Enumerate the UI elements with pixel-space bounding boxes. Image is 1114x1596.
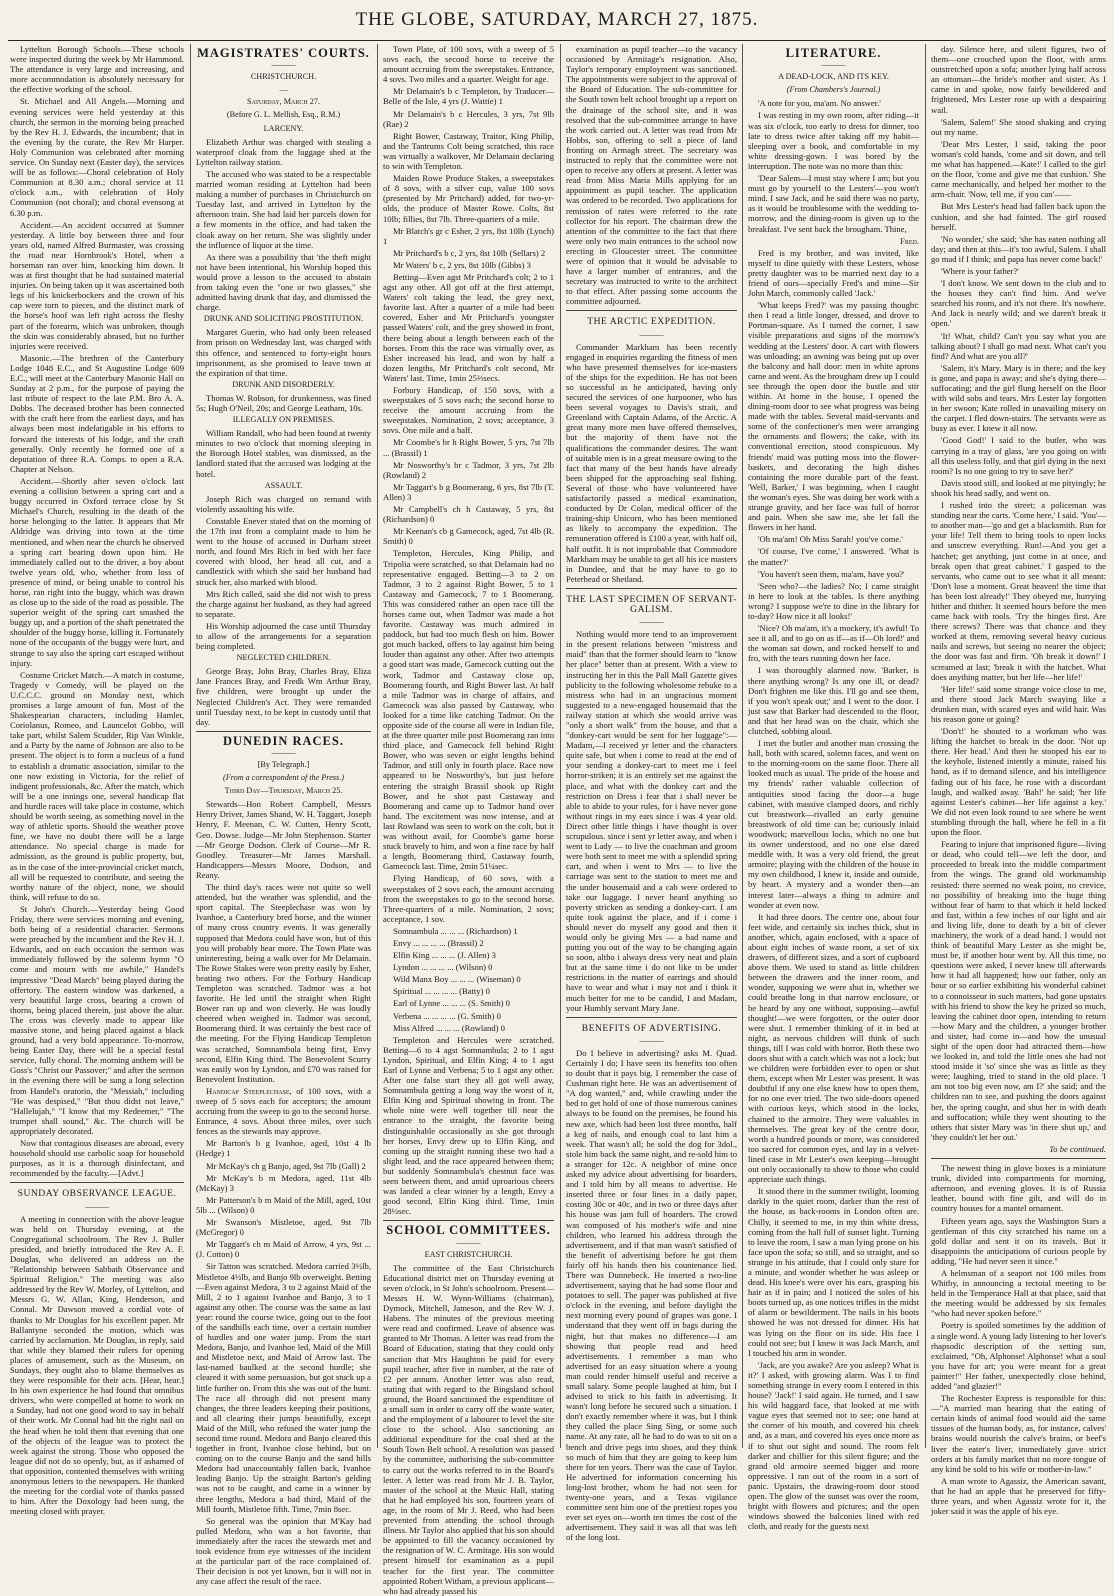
paragraph: 'No wonder,' she said; 'she has eaten nothing all day; and then at this—it's too awful, Salem. I shall go mad if I think; and papa has never come back!': [931, 233, 1106, 264]
case-label: ILLEGALLY ON PREMISES.: [232, 415, 335, 425]
paragraph: The accused who was stated to be a respectable married woman residing at Lyttelton had been making a number of purchases in Christchurch on Tuesday last, and arrived in Lyttelton by the afternoon train. She had laid her parcels down for a few moments in the office, and had taken the cloak away on her return. She was slightly under the influence of liquor at the time.: [196, 168, 371, 250]
paragraph: 'Salem, Salem!' She stood shaking and crying out my name.: [931, 116, 1106, 137]
column-divider: [742, 44, 743, 1448]
case-label: NEGLECTED CHILDREN.: [236, 653, 331, 663]
paragraph: Elizabeth Arthur was charged with stealing a waterproof cloak from the luggage shed at the Lyttelton railway station.: [196, 136, 371, 167]
case-label: LARCENY.: [263, 123, 304, 133]
paragraph: 'Seen who?—the ladies? No; I came straight in here to look at the tables. Is there anything wrong? I suppose we're to dine in the library for to-day? How nice it all looks!': [748, 580, 919, 621]
section-rule: [566, 310, 737, 311]
paragraph: 'Dear Mrs Lester, I said, taking the poor woman's cold hands, 'come and sit down, and tell me what has happened.—Kate!' I called to the girl on the floor, 'come and give me that cushion.' She came mechanically, and helped her mother to the arm-chair. 'Now, tell me, if you can'——: [931, 138, 1106, 200]
paragraph: 'Dear Salem—I must stay where I am; but you must go by yourself to the Lesters'—you won't mind. I saw Jack, and he said there was no party, as it would be troublesome with the wedding to-morrow, and the dining-room is given up to the breakfast. I've sent back the brougham. Thine,: [748, 173, 919, 234]
race-result: Mr Keenan's cb g Gamecock, aged, 7st 4lb (R. Smith) 0: [383, 526, 554, 547]
paragraph: The third day's races were not quite so well attended, but the weather was splendid, and the sport capital. The Steeplechase was won by Ivanhoe, a Canterbury bred horse, and the winner of many cross country events. It was generally supposed that Medora could have won, but of this you will probably hear more. The Town Plate was uninteresting, being a walk over for Mr Delamain. The Rowe Stakes were won pretty easily by Esher, beating two others. For the Forbury Handicap Templeton was scratched. Tadmor was a hot favorite. He led until the straight when Right Bower ran up and won cleverly. He was loudly cheered when weighed in. Tadmor was second, Boomerang third. It was certainly the best race of the meeting. For the Flying Handicap Templeton was scratched, Somnambula being first, Envy second, Elfin King third. The Benevolent Scurry was easily won by Lyndon, and £70 was raised for Benevolent Institution.: [196, 882, 371, 1084]
race-conditions: of 100 sovs, with a sweep of 5 sovs each for acceptors; the amount accruing from the sweep to go to the second horse. Entrance, 4 sovs. About three miles, over such fences as the stewards may approve.: [196, 1085, 371, 1137]
paragraph: 'Jack, are you awake? Are you asleep? What is it?' I asked, with growing alarm. Was I to find something strange in every room I entered in this house? 'Jack!' I said again. He turned, and I saw his wild haggard face, that looked at me with vague eyes that seemed not to see; one hand at the corner of his mouth, and covered his cheek and, as a man, and covered his eyes once more as if to shut out sight and sound. The room felt darker and chillier for this silent figure; and the grand old armoire seemed bigger and more oppressive. I ran out of the room in a sort of panic. Upstairs, the drawing-room door stood open. The glow of the sunset was over the room, bright with flowers and pictures; and the open windows showed the balconies lined with red cloth, and ready for the guests next: [748, 1359, 919, 1532]
section-rule: [566, 588, 737, 589]
paragraph: Sir Tatton was scratched. Medora carried 3½lb, Mistletoe 4½lb, and Banjo 9lb overweight. Betting—Even against Medora, 3 to 2 against Maid of the Mill, 2 to 1 against Ivanhoe and Banjo, 3 to 1 against any other. The course was the same as last year: round the course twice, going out to the foot of the sandhills each time, over a certain number of hurdles and one water jump. From the start Medora, Banjo, and Ivanhoe led, Maid of the Mill and Mistletoe next, and Maid of Arrow last. The last-named baulked at the second hurdle; she cleared it with some persuasion, but got stuck up a little further on. From this she was out of the hunt. The race all through did not present many changes, the three leaders keeping their positions, and all clearing their jumps beautifully, except Maid of the Mill, who refused the water jump the second time round. Medora and Banjo cleared this together in front, Ivanhoe close behind, but on coming on to the course Banjo and the sand hills Medora had unaccountably fallen back, Ivanhoe leading Banjo. Up the straight Barton's gelding was not to be caught, and came in a winner by three lengths, Medora a bad third, Maid of the Mill fourth, Mistletoe fifth. Time, 7min 8sec.: [196, 1261, 371, 1514]
race-result: Mr Delamain's b c Templeton, by Traducer—Belle of the Isle, 4 yrs (J. Wattie) 1: [383, 86, 554, 107]
heading-dash: —: [279, 85, 288, 95]
race-result: Mr Nosworthy's br c Tadmor, 3 yrs, 7st 2lb (Rowland) 2: [383, 459, 554, 480]
section-rule: [566, 1017, 737, 1018]
section-heading: DUNEDIN RACES.: [223, 733, 344, 748]
paragraph: A meeting in connection with the above league was held on Thursday evening, at the Congregational schoolroom. The Rev J. Buller presided, and briefly introduced the Rev A. F. Douglas, who delivered an address on the "Relationship between Sabbath Observance and Spiritual Religion." The meeting was also addressed by the Rev W. Morley, of Lyttelton, and Messrs G. W. Allan, King, Henderson, and Connal. Mr Dawson moved a cordial vote of thanks to Mr Douglas for his excellent paper. Mr Ballantyne seconded the motion, which was carried by acclamation. Mr Douglas, in reply, said that while they blamed their rulers for opening places of amusement, such as the Museum, on Sundays, they ought also to blame themselves as they were responsible for their acts. [Hear, hear.] In his own experience he had found that omnibus drivers, who were compelled at home to work on a Sunday, had not one good word to say in behalf of their work. Mr Connal had hit the right nail on the head when he told them that evening that one of the objects of the league was to protect the week against the strong. Those who opposed the league did not do so openly, but, as if ashamed of that opposition, contented themselves with writing anonymous letters to the newspapers. He thanked the meeting for the cordial vote of thanks passed to him. After the Doxology had been sung, the meeting closed with prayer.: [10, 1213, 184, 1517]
section-rule: [196, 731, 371, 732]
continued-note: To be continued.: [1049, 1143, 1106, 1154]
paragraph: examination as pupil teacher—to the vacancy occasioned by Armitage's resignation. Also, Taylor's temporary employment was sanctioned. The appointments were subject to the approval of the Board of Education. The sub-committee for the South town belt school brought up a report on the drainage of the school site, and it was resolved that the sub-committee arrange to have the work carried out. A letter was read from Mr Hobbs, son, offering to sell a piece of land fronting on Armagh street. The secretary was instructed to reply that the committee were not open to receive any offers at present. A letter was read from Miss Maria Mills applying for an appointment as pupil teacher. The application was ordered to be recorded. Two applications for remission of rates were referred to the rate collector for his report. The chairman drew the attention of the committee to the fact that there were only two main entrances to the school now erecting in Gloucester street. The committee were of opinion that it would be advisable to have a larger number of entrances, and the secretary was instructed to write to the architect to that effect. After passing some accounts the committee adjourned.: [566, 44, 737, 307]
paragraph: The committee of the East Christchurch Educational district met on Thursday evening at seven o'clock, in St John's schoolroom. Present—Messrs H. W. Wynn-Williams (chairman), Dymock, Mitchell, Jameson, and the Rev W. J. Habens. The minutes of the previous meeting were read and confirmed. Leave of absence was granted to Mr Thomas. A letter was read from the Board of Education, stating that they could only sanction that Mrs Haughton be paid for every pupil teacher, after five in number, at the rate of £2 per annum. Another letter was also read, stating that with regard to the Bingsland school ground, the Board sanctioned the expenditure of a small sum in order to carry off the waste water, and the employment of a labourer to level the site close to the school. Also sanctioning an additional expenditure for the coal shed at the South Town Belt school. A resolution was passed by the committee, authorising the sub-committee to carry out the works referred to in the Board's letter. A letter was read from Mr J. B. Taylor, master of the school at the Music Hall, stating that he had employed his son, fourteen years of age, in the room of Mr J. Reed, who had been prevented from attending the school through illness. Mr Taylor also applied that his son should be appointed to fill the vacancy occasioned by the resignation of W. C. Armitage. His son would present himself for examination as a pupil teacher for the first year. The committee appointed Robert Witham, a previous applicant—who had already passed his: [383, 1262, 554, 1596]
race-result: Spiritual ... ... ... ... (Batty) 0: [393, 986, 490, 997]
race-result: Mr Barton's b g Ivanhoe, aged, 10st 4 lb (Hedge) 1: [196, 1138, 371, 1159]
letter-signature: Fred.: [900, 235, 919, 246]
column-divider: [560, 44, 561, 1448]
race-result: Mr Taggart's ch m Maid of Arrow, 4 yrs, 9st ... (J. Cotton) 0: [196, 1239, 371, 1260]
race-result: Lyndon ... ... ... ... (Wilson) 0: [393, 962, 493, 973]
race-result: Verbena ... ... ... ... (G. Smith) 0: [393, 1010, 501, 1021]
paragraph: 'Salem, it's Mary. Mary is in there; and the key is gone, and papa is away; and she's dying there—suffocating; and the girl flung herself on the floor with wild sobs and tears. Mrs Lester lay forgotten in her swoon; Kate rolled in unavailing misery on the carpet. I fled down-stairs. The servants were as busy as ever. I knew it all now.: [931, 362, 1106, 434]
column-5: [748, 44, 920, 1532]
paragraph: 'A note for you, ma'am. No answer.': [758, 98, 881, 109]
paragraph: Templeton, Hercules, King Philip, and Tripolia were scratched, so that Delamain had no representative engaged. Betting—3 to 2 on Tadmor, 3 to 2 against Right Bower, 5 to 1 Castaway and Gamecock, 7 to 1 Boomerang. This was considered rather an open race till the horses came out, when Tadmor was made a hot favorite. Castaway was much admired in paddock, but had too much flesh on him. Bower got much backed, offers to lay against him being louder than against any other. After two attempts a good start was made, Gamecock cutting out the work, Tadmor and Castaway close up, Boomerang fourth, and Right Bower last. At half a mile Tadmor was in charge of affairs, and Gamecock was also passed by Castaway, who looked for a time like catching Tadmor. On the opposite side of the course all were in Indian file, at the three quarter mile post Boomerang ran into third place, and Gamecock fell behind Right Bower, who was seven or eight lengths behind Tadmor, and still only in fourth place. Race now appeared to be Nosworthy's, but just before entering the straight Brassil shook up Right Bower, and he shot past Castaway and Boomerang and came up to Tadmor hand over hand. The excitement was now intense, and at last Rowland was seen to work on the colt, but it was without avail, for Coombe's game horse stuck bravely to him, and won a fine race by half a length, Boomerang third, Castaway fourth, Gamecock last. Time, 2min 51¼sec.: [383, 548, 554, 872]
heading-dash: ———: [639, 1035, 664, 1045]
paragraph: I rushed into the street; a policeman was standing near the carts. 'Come here,' I said. 'You'—to another man—'go and get a blacksmith. Run for your life! Tell them to bring tools to open locks and unscrew everything. Run!—And you get a hatchet; get anything, just come in at once, and break open that great cabinet.' I gasped to the servants, who came out to see what it all meant: 'Don't lose a moment. Great heaven! the time that has been lost already!' They obeyed me, hurrying hither and thither. It seemed hours before the men came back with tools. 'Try the hinges first. Are there screws? There was that chance and they worked at them, removing several heavy curious nails and screws, but seeing no nearer the object; the door was fast and firm. 'Oh break it down!' I screamed at last; 'break it with the hatchet. What does anything matter, but her life—her life!': [931, 500, 1107, 682]
paragraph: It had three doors. The centre one, about four feet wide, and certainly six inches thick, shut in another, which, again enclosed, with a space of about eight inches of waste room, a set of six drawers, of different sizes, and a sort of cupboard above them. We used to stand as little children between the drawers and the inner room, and wonder, supposing we were shut in, whether we could breathe long in that narrow enclosure, or be heard by any one without, supposing—awful thought!—we were forgotten, or the outer door were shut. I remember thinking of it in bed at night, as nervous children will think of such things, till I was cold with horror. Both these two doors shut with a catch which was not a lock; but we children were forbidden ever to open or shut them, except when Mr Lester was present. It was doubtful if any one else knew how to open them, for no one ever tried. The two side-doors opened with curious keys, which stood in the locks, chained to the armoire. They were valuables in themselves. The great key of the centre door, worth a hundred pounds or more, was considered too sacred for common eyes, and lay in a velvet-lined case in Mr Lester's own keeping—brought out only occasionally to show to those who could appreciate such things.: [748, 911, 919, 1185]
race-name: Handicap Steeplechase,: [206, 1085, 292, 1096]
paragraph: I met the butler and another man crossing the hall, both with scared, solemn faces, and went on to the morning-room on the same floor. There all looked much as usual. The pride of the house and my friends' rather valuable collection of antiquities stood facing the door—a huge cabinet, with massive clamped doors, and richly cut breastwork—rivalled an early genuine breastwork of old time can be; curiously inlaid woodwork; marvellous locks, which no one but its owner understood, and no one else dared meddle with. It was a very old friend, the great armoire; playing with the children of the house in my own childhood, I knew it, inside and outside, by heart. A mystery and a wonder then—an interest later—always a thing to admire and wonder at even now.: [748, 738, 919, 910]
race-result: Mr Delamain's b c Hercules, 3 yrs, 7st 9lb (Rae) 2: [383, 108, 554, 129]
case-label: DRUNK AND SOLICITING PROSTITUTION.: [203, 314, 364, 324]
section-subheading: CHRISTCHURCH.: [250, 72, 317, 82]
paragraph: Accident.—An accident occurred at Sumner yesterday. A little boy between three and four years old, named Alfred Burmaster, was crossing the road near Hornbrook's Hotel, when a horseman ran over him, knocking him down. It was at first thought that he had sustained material injuries. On being taken up it was ascertained both legs of his knickerbockers and the crown of his cap were torn to pieces, and the distinct mark of the horse's hoof was left right across the fleshy part of the forearm, which was unbroken, though the skin was considerably abrased, but no further injuries were received.: [10, 219, 184, 351]
heading-dash: ———: [639, 617, 664, 627]
paragraph: 'I don't know. We sent down to the club and to the houses they can't find him. And we've searched his room, and it's not there. It's nowhere. And Jack is nearly wild; and we daren't break it open.': [931, 278, 1106, 329]
paragraph: Poetry is spoiled sometimes by the addition of a single word. A young lady listening to her lover's rhapsodic description of the setting sun, exclaimed, "Oh, Alphonse! Alphonse! what a soul you have for art; you were meant for a great painter!" Her father, unexpectedly close behind, added "and glazier!": [931, 1320, 1106, 1391]
paragraph: 'What keeps Fred?' was my passing thought: then I read a little longer, dressed, and drove to Portman-square. As I turned the corner, I saw visible preparations and signs of the morrow's wedding at the Lesters' door. A cart with flowers was unloading; an awning was being put up over the balcony and hall door: men in white aprons came and went. As the brougham drew up I could see through the open door the bustle and stir within. At home in the house, I opened the dining-room door to see what progress was being made with the tables. Several maid-servants and some of the confectioner's men were arranging the ornaments and flowers; the cake, with its conventional erection, stood conspicuous. My friends' maid was putting moss into the flower-baskets, and decorating the high dishes containing the more durable part of the feast. 'Well, Barker,' I was beginning, when I caught the woman's eyes. She was doing her work with a strange gravity, and her face was full of horror and pain. When she saw me, she let fall the flowers in her hand.: [748, 300, 920, 533]
paragraph: Fred is my brother, and was invited, like myself to dine quietly with these Lesters, whose pretty daughter was to be married next day to a friend of ours—specially Fred's and mine—Sir John March, commonly called 'Jack.': [748, 247, 919, 299]
paragraph: Flying Handicap, of 60 sovs, with a sweepstakes of 2 sovs each, the amount accruing from the sweepstakes to go to the second horse. Three-quarters of a mile. Nomination, 2 sovs; acceptance, 1 sov.: [383, 873, 554, 924]
paragraph: St John's Church.—Yesterday being Good Friday, there were services morning and evening, both being of a residential character. Sermons were preached by the incumbent and the Rev H. J. Edwards, and on each occasion the sermon was immediately followed by the solemn hymn "O come and mourn with me awhile," Handel's impressive "Dead March" being played during the offertory. The eastern window was darkened, a very beautiful large cross, bearing a crown of thorns, being placed therein, just above the altar. The cross was cleverly made to appear like massive stone, and being placed against a black ground, had a very bold appearance. To-morrow, being Easter Day, there will be a special festal service, fully choral. The morning anthem will be Goss's "Christ our Passover;" and after the sermon in the evening there will be sung a long selection from Handel's oratorio, the "Messiah," including "He was despised," "But thou didst not leave," "Hallelujah," "I know that my Redeemer," "The trumpet shall sound," &c. The church will be appropriately decorated.: [10, 903, 184, 1136]
race-result: Envy ... ... ... ... (Brassil) 2: [393, 937, 484, 948]
paragraph: St. Michael and All Angels.—Morning and evening services were held yesterday at this church, the sermon in the morning being preached by the Rev H. J. Edwards, the incumbent; that in the evening by the curate, the Rev Mr Harper. Holy Communion was celebrated after morning service. On Sunday next (Easter day), the services will be as follows:—Choral celebration of Holy Communion at 8.30 a.m.; choral service at 11 o'clock a.m., with celebration of Holy Communion (not choral); and choral evensong at 6.30 p.m.: [10, 96, 184, 218]
telegraph-note: [By Telegraph.]: [257, 760, 310, 769]
section-rule: [931, 1158, 1106, 1159]
column-divider: [377, 44, 378, 1448]
paragraph: Now that contagious diseases are abroad, every household should use carbolic soap for household purposes, as it is a thorough disinfectant, and recommended by the faculty.—[Advt.]: [10, 1138, 184, 1179]
paragraph: Maiden Rowe Produce Stakes, a sweepstakes of 8 sovs, with a silver cup, value 100 sovs (presented by Mr Pritchard) added, for two-yr-olds, the produce of Master Rowe. Colts, 8st 10lb; fillies, 8st 7lb. Three-quarters of a mile.: [383, 173, 554, 224]
paragraph: day. Silence here, and silent figures, two of them—one crouched upon the floor, with arms outstretched upon a sofa; another lying half across an ottoman—the bride's mother and sister. As I came in and spoke, now fairly bewildered and frightened, Mrs Lester rose up with a despairing wail.: [931, 44, 1106, 115]
race-result: Elfin King ... ... ... (J. Allen) 3: [393, 950, 496, 961]
race-day: Third Day—Thursday, March 25.: [224, 786, 343, 796]
section-heading: LITERATURE.: [785, 46, 882, 60]
paragraph: 'You haven't seen them, ma'am, have you?': [758, 568, 905, 579]
paragraph: Davis stood still, and looked at me pityingly; he shook his head sadly, and went on.: [931, 477, 1106, 498]
paragraph: Town Plate, of 100 sovs, with a sweep of 5 sovs each, the second horse to receive the amount accruing from the sweepstakes. Entrance, 4 sovs. Two miles and a quarter. Weight for age.: [383, 44, 554, 85]
race-result: Mr McKay's ch g Banjo, aged, 9st 7lb (Gall) 2: [206, 1160, 366, 1171]
paragraph: Mrs Rich called, said she did not wish to press the charge against her husband, as they had agreed to separate.: [196, 588, 371, 619]
masthead-rule: [8, 40, 1106, 41]
paragraph: Forbury Handicap, of 150 sovs, with a sweepstakes of 5 sovs each; the second horse to receive the amount accruing from the sweepstakes. Nomination, 2 sovs; acceptance, 3 sovs. One mile and a half.: [383, 385, 554, 436]
race-result: Mr McKay's b m Medora, aged, 11st 4lb (McKay) 3: [196, 1172, 371, 1193]
race-result: Mr Blatch's gr c Esher, 2 yrs, 8st 10lb (Lynch) 1: [383, 225, 554, 246]
paragraph: Do I believe in advertising? asks M. Quad. Certainly I do; I have seen its benefits too often to doubt that it pays big. I remember the case of Cushman right here. He was an advertisement of "A dog wanted," and, while crawling under the bed to get hold of one of those numerous canines always to be found on the premises, he found his new axe, which had been lost three months, half a keg of nails, and enough coal to last him a week. That wasn't all; he sold the dog for 3dol., stole him back the same night, and re-sold him to a stranger for 12c. A neighbor of mine once asked my advice about advertising for boarders, and I told him by all means to advertise. He inserted three or four lines in a daily paper, costing 30c or 40c, and in two or three days after his house was jam full of boarders. The crowd was composed of his mother's wife and nine children, who learned his address through the advertisement, and if that man wasn't satisfied of the benefit of advertising before he got them fairly off his hands then his countenance lied. There was Dunnebeck. He inserted a two-line advertisement, saying that he had some flour and potatoes to sell. The paper was published at five o'clock in the evening, and before daylight the next morning every pound of grapes was gone. I understand that they went off in bags during the night, but that makes no difference—I am showing that people read and heed advertisements. I remember a man who advertised for an easy situation where a young man could render himself useful and receive a small salary. Some people laughed at him, but I advised to stick to his faith in advertising. It wasn't long before he secured such a situation. I don't exactly remember where it was, but I think they called the place Sing Sing, or some such name. At any rate, all he had to do was to sit on a bench and drive pegs into shoes, and they think so much of him that they are going to keep him there for ten years. There was the case of Taylor. He advertised for information concerning his long-lost brother, whom he had not seen for twenty-one years, and a Texas vigilance committee sent him one of the prettiest ropes you ever set eyes on—worth ten times the cost of the advertisement. They said it was all that was left of the long lost.: [566, 1047, 737, 1543]
paragraph: Margaret Guerin, who had only been released from prison on Wednesday last, was charged with this offence, and sentenced to forty-eight hours imprisonment, as she promised to leave town at the expiration of that time.: [196, 327, 371, 378]
paragraph: Stewards—Hon Robert Campbell, Messrs Henry Driver, James Shand, W. H. Taggart, Joseph Henry, F. Meenan, C. W. Cutten, Henry Scott, Geo. Dowse. Judge—Mr John Stephenson. Starter—Mr George Dodson. Clerk of Course—Mr R. Goodley. Treasurer—Mr James Marshall. Handicappers—Messrs Moore, Dodson, and Reany.: [196, 799, 371, 880]
paragraph: But Mrs Lester's head had fallen back upon the cushion, and she had fainted. The girl roused herself.: [931, 201, 1106, 232]
paragraph: Nothing would more tend to an improvement in the present relations between "mistress and maid" than that the former should learn to "know her place" better than at present. With a view to instructing her in this the Pall Mall Gazette gives publicity to the following wholesome rebuke to a mistress who had in an ungracious moment suggested to a new-engaged housemaid that the railway station at which she would arrive was "only a short walk" from the house, and that a "donkey-cart would be sent for her luggage":—Madam,—I received yr letter and the characters quite safe, but when i come to read at the end of your sending a donkey-cart to meet me i feel horror-striken; it is an entirely set me against the place, and what with the donkey cart and the restriction on Dress i fear that i shall never be able to abide to your rules, for i have never gone without rings in my ears since i was 4 year old. Direct other little things i have thought is over scrupulous. since i sent yr letter away, and when i went to Lady — to live the coachman and groom were both sent to meet me with a splendid spring cart, and when i went to Mrs — to live the carriage was sent to the station to meet me and the under housemaid and a cab were ordered to take our luggage. I never heard anything so poverty stricken as sending a donkey-cart. I am quite took against the place, and if i come i should never do myself any good and then it would only be giving Mrs — a bad name and putting you out of the way to be changing again so soon, altho i always dress very neat and plain but at the same time i do not like to be under restrictions in the matter of earrings and should have to wear and what i may not and i think it much better for me to be candid, I and Madam, your Humbly servant Mary Jane.: [566, 629, 737, 1013]
paragraph: I was resting in my own room, after riding—it was six o'clock, too early to dress for dinner, too late to dress twice after taking off my habit—sleeping over a book, and comfortable in my white dressing-gown. I was bored by the interruption. The note was no more than this:: [748, 110, 919, 171]
paragraph: 'Where is your father?': [941, 265, 1019, 276]
paragraph: Accident.—Shortly after seven o'clock last evening a collision between a spring cart and a buggy occurred in Oxford terrace close by St Michael's Church, resulting in the death of the horse belonging to the latter. It appears that Mr Aldridge was driving into town at the time mentioned, and when near the church he observed a spring cart bearing down upon him. He immediately called out to the driver, a boy about twelve years old, who, whether from loss of presence of mind, or being unable to control his horse, ran right into the buggy, which was drawn as close up to the side of the road as possible. The superior weight of the spring cart smashed the buggy up, and a portion of the shaft penetrated the shoulder of the buggy horse, killing it. Fortunately none of the occupants of the buggy were hurt, and strange to say also the spring cart escaped without injury.: [10, 475, 184, 668]
case-label: ASSAULT.: [264, 480, 303, 490]
paragraph: [196, 1086, 371, 1136]
race-result: Miss Alfred ... ... ... (Rowland) 0: [393, 1022, 505, 1033]
correspondent-note: (From a correspondent of the Press.): [223, 773, 344, 783]
heading-dash: ———: [456, 1237, 481, 1247]
story-title: A DEAD-LOCK, AND ITS KEY.: [778, 72, 889, 82]
paragraph: Constable Enever stated that on the morning of the 17th inst from a complaint made to him he went to the house of accused in Durham street north, and found Mrs Rich in bed with her face covered with blood, her head all cut, and a candlestick with which she said her husband had struck her, also marked with blood.: [196, 515, 371, 587]
section-heading: SCHOOL COMMITTEES.: [386, 1223, 551, 1238]
paragraph: 'Don't!' he shouted to a workman who was lifting the hatchet to break in the door. 'Not up there. Her head.' And then he stooped his ear to the keyhole, listened intently a minute, raised his hand, as if to demand silence, and his intelligence fading out of his face, he rose with a discordant laugh, and walked away. 'Bah!' he said; 'her life against Lester's cabinet—her life against a key.' We did not even look round to see where he went stumbling through the hall, where he fell in a fit upon the floor.: [931, 726, 1106, 838]
heading-dash: ———: [821, 60, 846, 70]
paragraph: So general was the opinion that M'Kay had pulled Medora, who was a hot favorite, that immediately after the races the stewards met and took evidence from eye witnesses of the incident at the particular part of the race complained of. Their decision is not yet known, but it will not in any case affect the result of the race.: [196, 1515, 371, 1587]
paragraph: Betting—Even agst Mr Pritchard's colt; 2 to 1 agst any other. All got off at the first attempt, Waters' colt taking the lead, the grey next, favorite last. After a quarter of a mile had been covered, Esher and Mr Pritchard's youngster passed Waters' colt, and the grey showed in front, there being about a length between each of the horses. From this the race was virtually over, as Esher increased his lead, and won by half a dozen lengths, Mr Pritchard's colt second, Mr Waters' last. Time, 1min 25⅔secs.: [383, 271, 554, 383]
section-heading: MAGISTRATES' COURTS.: [197, 46, 370, 60]
paragraph: Joseph Rich was charged on remand with violently assaulting his wife.: [196, 493, 371, 514]
paragraph: Commander Markham has been recently engaged in enquiries regarding the fitness of men who have presented themselves for ice-masters of the ships for the expedition. He has not been so successful as he anticipated, having only secured the services of one harpooner, who has been several voyages to Davis's strait, and Greenland with Captain Adams, of the Arctic. A great many more men have offered themselves, but the majority of them have not the qualifications the commander desires. The want of suitable men is in a great measure owing to the fact that many of the best hands have already been shipped for the approaching seal fishing. Several of those who have volunteered have satisfactorily passed a medical examination, conducted by Dr Colan, medical officer of the training-ship Unicorn, who has been mentioned as likely to accompany the expedition. The remuneration offered is £100 a year, with half oil, half outfit. It is not improbable that Commodore Markham may be unable to get all his ice masters in Dundee, and that he may have to go to Peterhead or Shetland.: [566, 341, 737, 584]
paragraph: A man wrote to Agassiz, the American savant, that he had an apple that he preserved for fifty-three years, and when Agassiz wrote for it, the joker said it was the apple of his eye.: [931, 1475, 1106, 1517]
page-title: THE GLOBE, SATURDAY, MARCH 27, 1875.: [355, 9, 759, 30]
column-3: [383, 44, 554, 1596]
race-result: Mr Pritchard's b c, 2 yrs, 8st 10lb (Sellars) 2: [393, 247, 546, 258]
paragraph: 'Oh ma'am! Oh Miss Sarah! you've come.': [758, 534, 903, 545]
race-result: Wild Manx Boy ... ... ... (Wiseman) 0: [393, 974, 521, 985]
race-result: Mr Campbell's ch h Castaway, 5 yrs, 8st (Richardson) 0: [383, 504, 554, 525]
paragraph: 'It! What, child? Can't you say what you are talking about? I shall go mad next. What can't you find? And what are you all?': [931, 330, 1106, 361]
paragraph: Thomas W. Robson, for drunkenness, was fined 5s; Hugh O'Neil, 20s; and George Leatham, 10s.: [196, 392, 371, 413]
heading-dash: ———: [85, 1201, 109, 1211]
heading-dash: ———: [271, 60, 296, 70]
paragraph: As there was a possibility that 'the theft might not have been intentional, his Worship hoped this would prove a lesson to the accused to abstain from taking even the "one or two glasses," she admitted having drunk that day, and dismissed the charge.: [196, 251, 371, 313]
paragraph: 'Of course, I've come,' I answered. 'What is the matter?': [748, 546, 919, 567]
column-4: [566, 44, 737, 1543]
section-heading: THE LAST SPECIMEN OF SERVANT-GALISM.: [566, 593, 737, 615]
paragraph: Right Bower, Castaway, Traitor, King Philip, and the Tantrums Colt being scratched, this race was virtually a walkover, Mr Delamain declaring to win with Templeton.: [383, 130, 554, 172]
paragraph: It stood there in the summer twilight, looming darkly in the quiet room, darker than the rest of the house, as back-rooms in London often are. Chilly, it seemed to me, in my thin white dress, coming from the hall full of sunset light. Turning to leave the room, I saw a man lying prone on his face upon the sofa; so still, and so straight, and so strange in his attitude, that I could only stare for a minute, and wonder whether he was asleep or dead. His knee's were over his ears, grasping his hair as if in pain; and I noticed the soles of his boots turned up, as one notices trifles in the midst of alarm or bewilderment. The nails in his boots showed he was not dressed for dinner. His hat was lying on the floor on its side. His face I could not see; but I knew it was Jack March, and I touched his arm in wonder.: [748, 1186, 919, 1358]
paragraph: His Worship adjourned the case until Thursday to allow of the arrangements for a separation being completed.: [196, 620, 371, 652]
paragraph: I was thoroughly alarmed now. 'Barker, is there anything wrong? Is any one ill, or dead? Don't frighten me like this. I'll go and see them, if you won't speak out;' and I went to the door. I just saw that Barker had descended to the floor, and that her head was on the chair, which she clutched, sobbing aloud.: [748, 665, 919, 736]
paragraph: Templeton and Hercules were scratched. Betting—6 to 4 agst Somnambula; 2 to 1 agst Lyndon, Spiritual, and Elfin King; 4 to 1 agst Earl of Lynne and Verbena; 5 to 1 agst any other. After one false start they all got well away, Somnambula getting a long way the worst of it, Elfin King and Spiritual showing in front. The whole nine were well together till near the entrance to the straight, the favorite being distinguishable occasionally as she got through her horses, Envy drew up to Elfin King, and coming up the straight running these two had a slight lead, and the race appeared between them; but suddenly Somnambula's chestnut face was seen between them, and amid uproarious cheers was landed a clear winner by a length, Envy a good second, Elfin King third. Time, 1min 28½sec.: [383, 1034, 554, 1217]
paragraph: William Randall, who had been found at twenty minutes to two o'clock that morning sleeping in the Borough Hotel stables, was dismissed, as the landlord stated that the accused was lodging at the hotel.: [196, 428, 371, 479]
paragraph: 'Good God!' I said to the butler, who was carrying in a tray of glass, 'are you going on with all this useless folly, and that girl dying in the next room? Is no one going to try to save her?': [931, 435, 1106, 476]
case-label: DRUNK AND DISORDERLY.: [232, 379, 335, 389]
section-heading: SUNDAY OBSERVANCE LEAGUE.: [17, 1188, 177, 1200]
court-date: Saturday, March 27.: [247, 97, 320, 107]
paragraph: The newest thing in glove boxes is a miniature trunk, divided into compartments for morning, afternoon, and evening gloves. It is of Russia leather, bound with fine gilt, and will do in country houses for a mantel ornament.: [931, 1163, 1106, 1214]
race-result: Mr Patterson's b m Maid of the Mill, aged, 10st 5lb ... (Wilson) 0: [196, 1194, 371, 1215]
paragraph: Costume Cricket Match.—A match in costume, Tragedy v Comedy, will be played on the U.C.C.C. ground on Monday next, which promises a large amount of fun. Most of the Shakespearian characters, including Hamlet, Coriolanus, Romeo, and Launcelot Gobbo, will take part, whilst Salem Scudder, Rip Van Winkle, and a Party by the name of Johnson are also to be present. The object is to form a nucleus of a fund to establish a dramatic association, similar to the one now existing in Victoria, for the relief of indigent professionals, &c. After the match, which will be a one innings one, several handicap flat and hurdle races will take place in costume, which should be worth seeing, as something novel in the way of athletic sports. Should the weather prove fine, we have no doubt there will be a large attendance. No special charge is made for admission, as the ground is public property, but, as in the case of the inter-provincial cricket match, all will be requested to contribute, and seeing the worthy nature of the object, none, we should think, will refuse to do so.: [10, 669, 184, 902]
paragraph: Masonic.—The brethren of the Canterbury Lodge 1048 E.C., and St Augustine Lodge 609 E.C., will meet at the Canterbury Masonic Hall on Sunday at 2 p.m., for the purpose of paying the last tribute of respect to the late P.M. Bro A. A. Dobbs. The deceased brother has been connected with the craft here from the earliest days, and has always been most indefatigable in his efforts to forward the interests of his lodge, and the craft generally. Only recently he formed one of a deputation of three R.A. Comps. to open a R.A. Chapter at Nelson.: [10, 352, 184, 474]
column-2: [196, 44, 371, 1587]
column-6: [931, 44, 1107, 1517]
race-result: Somnambula ... ... ... (Richardson) 1: [393, 925, 518, 936]
section-rule: [10, 1182, 184, 1183]
paragraph: 'Her life!' said some strange voice close to me, and there stood Jack March swaying like a drunken man, with scared eyes and wild hair. Was his reason gone or going?: [931, 683, 1106, 724]
race-result: Mr Waters' b c, 2 yrs, 8st 10lb (Gibbs) 3: [393, 259, 531, 270]
paragraph: Fearing to injure that imprisoned figure—living or dead, who could tell—we left the door, and proceeded to break into the middle compartment from the wings. The grand old workmanship resisted: there seemed no weak point, no crevice, no possibility of breaking into the huge thing without fear of harm to that which it held locked and fast, within a few inches of our light and air and living life, done to death by a bit of clever machinery, the work of a dead hand. I would not think of beautiful Mary Lester as she might be, must be, if another hour went by. All this time, no questions were asked, I never knew till afterwards how it had all happened; how our father, only an hour or so earlier exhibiting his wonderful cabinet to a connoisseur in such matters, had gone upstairs with his friend to show the key he prized so much, leaving the cabinet door open, intending to return—how Mary and the children, a younger brother and sister, had come in—and how the unusual sight of the open door had attracted them—how we looked in, and told the little ones she had not stood inside it 'so' since she was as little as they were; laughing, tried to stand in the old place. 'I am not too big even now, am I?' she said; and the children ran to see, and pushing the doors against her, the spring caught, and shut her in with death and suffocation; while they went shouting to the others that sister Mary was 'in there shut up,' and 'they couldn't let her out.': [931, 839, 1106, 1142]
paragraph: Fifteen years ago, says the Washington Stars a gentleman of this city scratched his name on a gold dollar and sent it on its travels. But it disappoints the anticipations of curious people by adding, "He had never seen it since.": [931, 1215, 1106, 1266]
court-magistrate: (Before G. L. Mellish, Esq., R.M.): [226, 110, 341, 120]
race-result: Earl of Lynne ... ... ... (S. Smith) 0: [393, 998, 510, 1009]
heading-dash: ———: [271, 747, 296, 757]
paragraph: A helmsman of a seaport not 100 miles from Whitby, in announcing a tectotal meeting to be held in the Temperance Hall at that place, said that the meeting would be addressed by six females "who had never spoken before.": [931, 1267, 1106, 1319]
paragraph: The Rochester Express is responsible for this:—"A married man hearing that the eating of certain kinds of animal food would aid the same tissues of the human body, as, for instance, calves' brains would nourish the calve's brains, or beef's liver the eater's liver, immediately gave strict orders at his family market that no more tongue of any kind be sold to his wife or mother-in-law.": [931, 1393, 1106, 1474]
race-result: Mr Taggart's b g Boomerang, 6 yrs, 8st 7lb (T. Allen) 3: [383, 481, 554, 502]
heading-dash: ———: [639, 329, 664, 339]
paragraph: 'Nice? Oh ma'am, it's a mockery, it's awful! To see it all, and to go on as if—as if—Oh lord!' and the woman sat down, and rocked herself to and fro, with the tears running down her face.: [748, 623, 919, 664]
section-heading: THE ARCTIC EXPEDITION.: [587, 316, 716, 328]
column-divider: [190, 44, 191, 1448]
race-result: Mr Swanson's Mistletoe, aged, 9st 7lb (McGregor) 0: [196, 1217, 371, 1238]
section-rule: [383, 1220, 554, 1221]
paragraph: George Bray, John Bray, Charles Bray, Eliza Jane Frances Bray, and Fredk Wm Arthur Bray, five children, were brought up under the Neglected Children's Act. They were remanded until Tuesday next, to be kept in custody until that day.: [196, 666, 371, 727]
column-1: [10, 44, 184, 1517]
paragraph: Lyttelton Borough Schools.—These schools were inspected during the week by Mr Hammond. The attendance is very large and increasing, and more accommodation is absolutely necessary for the effective working of the school.: [10, 44, 184, 95]
story-source: (From Chambers's Journal.): [786, 85, 881, 95]
column-divider: [925, 44, 926, 1448]
section-heading: BENEFITS OF ADVERTISING.: [581, 1022, 722, 1034]
section-subheading: EAST CHRISTCHURCH.: [424, 1249, 513, 1259]
race-result: Mr Coombe's br h Right Bower, 5 yrs, 7st 7lb ... (Brassil) 1: [383, 437, 554, 458]
